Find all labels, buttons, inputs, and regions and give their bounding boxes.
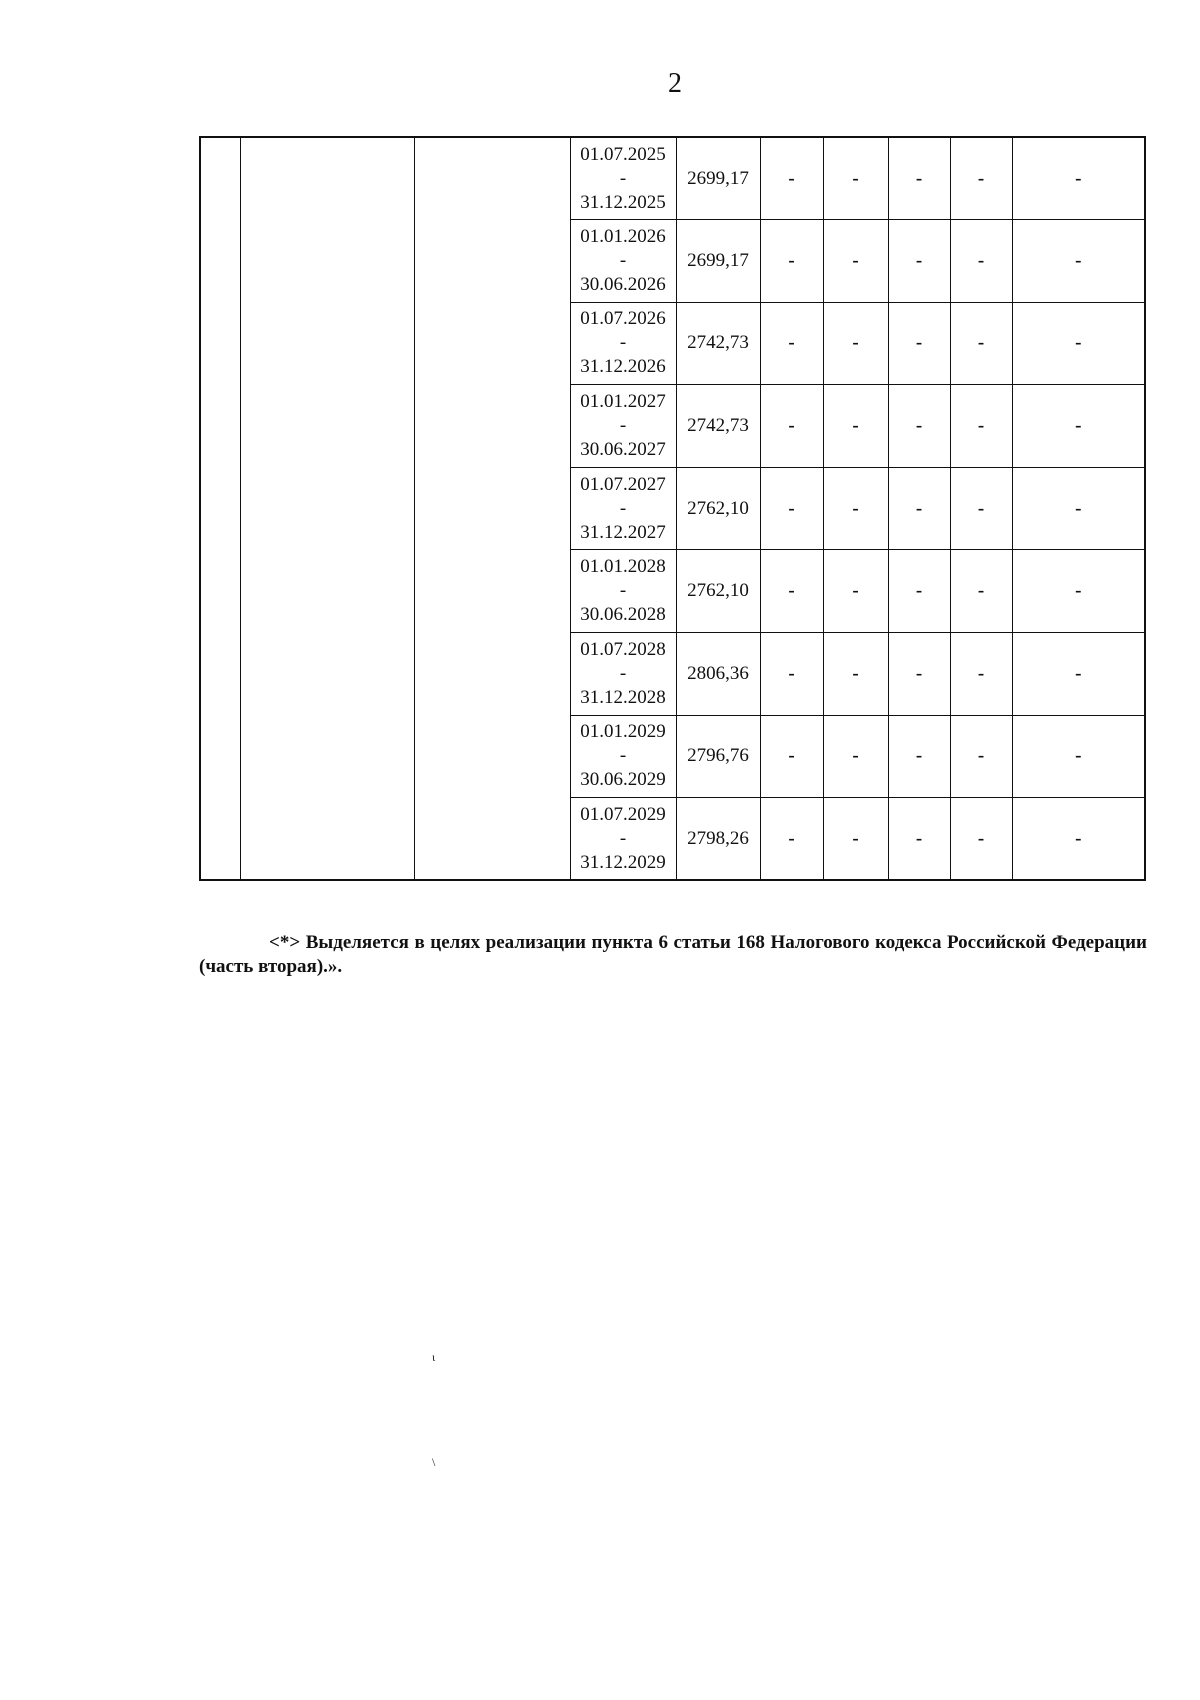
empty-value-dash: -	[823, 220, 888, 303]
period-end: 31.12.2028	[580, 686, 666, 708]
period-end: 31.12.2025	[580, 191, 666, 213]
empty-value-dash: -	[888, 550, 950, 633]
empty-value-dash: -	[888, 715, 950, 798]
organization-cell	[240, 137, 414, 880]
period-cell	[570, 220, 676, 303]
period-separator: -	[619, 332, 627, 354]
tariff-value: 2762,10	[676, 550, 760, 633]
empty-value-dash: -	[760, 550, 823, 633]
period-start: 01.07.2027	[580, 473, 666, 495]
period-start: 01.07.2028	[580, 638, 666, 660]
empty-value-dash: -	[888, 798, 950, 881]
period-separator: -	[619, 580, 627, 602]
empty-value-dash: -	[1012, 385, 1145, 468]
empty-value-dash: -	[1012, 550, 1145, 633]
empty-value-dash: -	[760, 633, 823, 716]
tariff-value: 2742,73	[676, 302, 760, 385]
empty-value-dash: -	[760, 137, 823, 220]
period-cell	[570, 467, 676, 550]
period-cell	[570, 137, 676, 220]
period-end: 30.06.2029	[580, 769, 666, 791]
scan-artifact-mark: \	[432, 1455, 436, 1469]
empty-value-dash: -	[950, 137, 1012, 220]
empty-value-dash: -	[888, 467, 950, 550]
period-cell	[570, 798, 676, 881]
period-start: 01.01.2028	[580, 556, 666, 578]
tariff-table	[199, 136, 1146, 881]
tariff-value: 2742,73	[676, 385, 760, 468]
empty-value-dash: -	[950, 633, 1012, 716]
period-start: 01.07.2026	[580, 308, 666, 330]
empty-value-dash: -	[760, 220, 823, 303]
period-separator: -	[619, 497, 627, 519]
empty-value-dash: -	[823, 137, 888, 220]
tariff-value: 2796,76	[676, 715, 760, 798]
period-cell	[570, 550, 676, 633]
page-number: 2	[668, 68, 682, 99]
period-start: 01.07.2025	[580, 143, 666, 165]
tariff-value: 2762,10	[676, 467, 760, 550]
period-separator: -	[619, 167, 627, 189]
period-start: 01.01.2026	[580, 225, 666, 247]
empty-value-dash: -	[888, 220, 950, 303]
empty-value-dash: -	[1012, 467, 1145, 550]
empty-value-dash: -	[760, 715, 823, 798]
empty-value-dash: -	[1012, 715, 1145, 798]
period-cell	[570, 302, 676, 385]
empty-value-dash: -	[823, 467, 888, 550]
empty-value-dash: -	[950, 715, 1012, 798]
period-separator: -	[619, 415, 627, 437]
period-start: 01.01.2029	[580, 721, 666, 743]
empty-value-dash: -	[823, 798, 888, 881]
empty-value-dash: -	[950, 550, 1012, 633]
empty-value-dash: -	[823, 633, 888, 716]
empty-value-dash: -	[1012, 302, 1145, 385]
empty-value-dash: -	[888, 385, 950, 468]
table-row	[200, 137, 1145, 220]
period-end: 30.06.2026	[580, 273, 666, 295]
empty-value-dash: -	[1012, 798, 1145, 881]
period-end: 31.12.2027	[580, 521, 666, 543]
period-cell	[570, 385, 676, 468]
empty-value-dash: -	[823, 302, 888, 385]
empty-value-dash: -	[760, 798, 823, 881]
empty-value-dash: -	[950, 798, 1012, 881]
empty-value-dash: -	[760, 385, 823, 468]
empty-value-dash: -	[888, 633, 950, 716]
tariff-value: 2798,26	[676, 798, 760, 881]
period-separator: -	[619, 249, 627, 271]
period-end: 30.06.2027	[580, 439, 666, 461]
tariff-value: 2806,36	[676, 633, 760, 716]
empty-value-dash: -	[950, 302, 1012, 385]
empty-value-dash: -	[950, 385, 1012, 468]
empty-value-dash: -	[760, 302, 823, 385]
tariff-type-cell	[414, 137, 570, 880]
empty-value-dash: -	[823, 385, 888, 468]
period-cell	[570, 715, 676, 798]
period-separator: -	[619, 662, 627, 684]
empty-value-dash: -	[1012, 220, 1145, 303]
period-start: 01.01.2027	[580, 391, 666, 413]
period-cell	[570, 633, 676, 716]
row-number-cell	[200, 137, 240, 880]
scan-artifact-mark: ι	[432, 1350, 436, 1364]
period-end: 31.12.2026	[580, 356, 666, 378]
table-body	[200, 137, 1145, 880]
empty-value-dash: -	[823, 550, 888, 633]
empty-value-dash: -	[950, 467, 1012, 550]
footnote: <*> Выделяется в целях реализации пункта 6 статьи 168 Налогового кодекса Российской Федерации (часть вторая).».	[199, 932, 1147, 977]
empty-value-dash: -	[760, 467, 823, 550]
tariff-value: 2699,17	[676, 137, 760, 220]
empty-value-dash: -	[1012, 633, 1145, 716]
tariff-value: 2699,17	[676, 220, 760, 303]
empty-value-dash: -	[888, 302, 950, 385]
period-end: 30.06.2028	[580, 604, 666, 626]
empty-value-dash: -	[888, 137, 950, 220]
period-start: 01.07.2029	[580, 803, 666, 825]
empty-value-dash: -	[1012, 137, 1145, 220]
empty-value-dash: -	[950, 220, 1012, 303]
period-separator: -	[619, 745, 627, 767]
period-separator: -	[619, 827, 627, 849]
period-end: 31.12.2029	[580, 851, 666, 873]
empty-value-dash: -	[823, 715, 888, 798]
